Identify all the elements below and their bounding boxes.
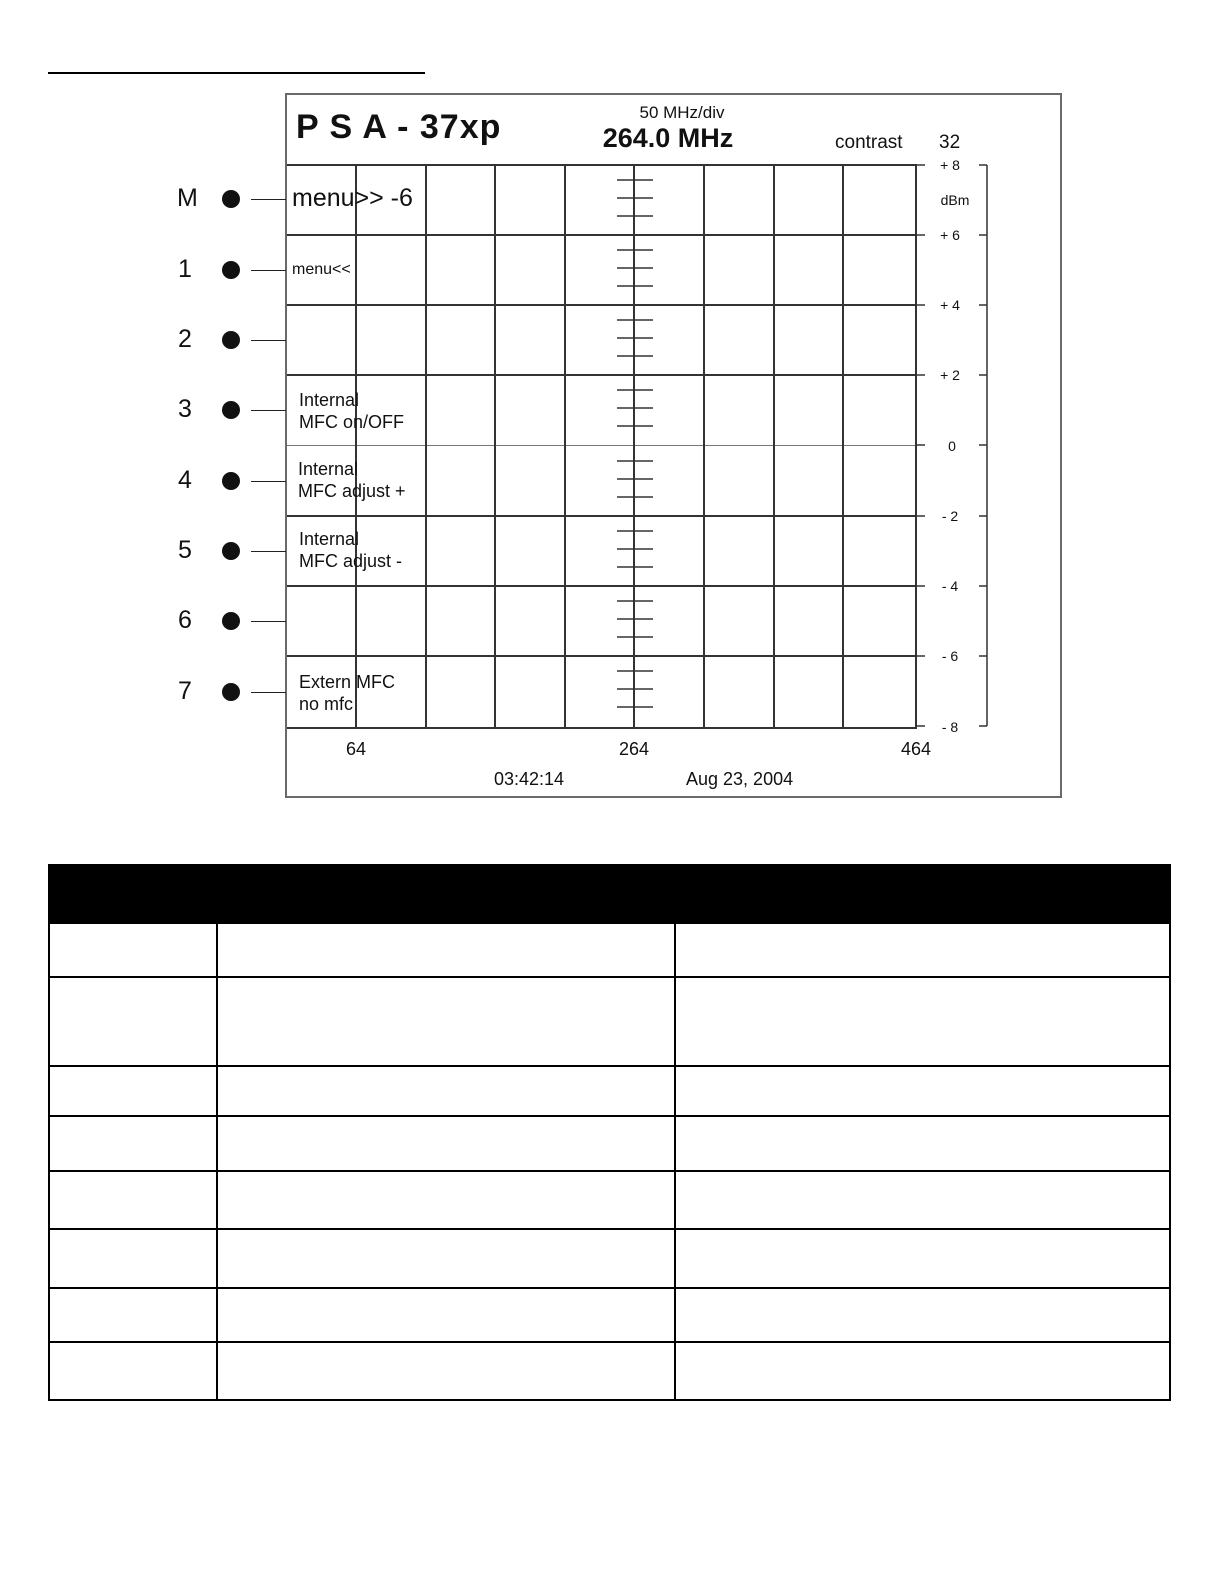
softkey-4-line2: MFC adjust + [298, 481, 406, 501]
grid-v3 [494, 164, 496, 727]
table-cell [217, 1229, 675, 1288]
date: Aug 23, 2004 [686, 769, 794, 789]
lead-line-1 [251, 270, 286, 271]
table-cell [675, 1229, 1170, 1288]
x-tick-center: 264 [618, 739, 650, 759]
grid-h2 [287, 304, 917, 306]
button-6[interactable] [222, 612, 240, 630]
y-tick-zero: 0 [948, 438, 956, 454]
table-header-cell [217, 865, 675, 923]
lead-line-7 [251, 692, 286, 693]
x-tick-start: 64 [345, 739, 367, 759]
button-4[interactable] [222, 472, 240, 490]
grid-v2 [425, 164, 427, 727]
grid-h4 [287, 445, 917, 446]
button-1-label: 1 [178, 255, 192, 283]
softkey-3-line1: Internal [299, 390, 360, 410]
softkey-3-line2: MFC on/OFF [299, 412, 405, 432]
table-row [49, 1171, 1170, 1229]
table-header-cell [675, 865, 1170, 923]
button-row-4 [170, 466, 286, 496]
model-name: P S A - 37xp [296, 108, 502, 146]
button-3[interactable] [222, 401, 240, 419]
softkey-7-line1: Extern MFC [299, 672, 396, 692]
table-cell [217, 977, 675, 1066]
table-cell [675, 1066, 1170, 1116]
button-6-label: 6 [178, 606, 192, 634]
center-frequency: 264.0 MHz [602, 123, 734, 153]
table-cell [49, 1288, 217, 1342]
y-tick-minus2: - 2 [941, 508, 959, 524]
grid-h1 [287, 234, 917, 236]
button-7-label: 7 [178, 677, 192, 705]
table-cell [675, 1171, 1170, 1229]
button-1[interactable] [222, 261, 240, 279]
grid-v7 [773, 164, 775, 727]
button-2[interactable] [222, 331, 240, 349]
grid-bottom [287, 727, 917, 729]
softkey-1-label: menu<< [292, 261, 351, 278]
table-cell [49, 1066, 217, 1116]
button-row-3 [170, 395, 286, 425]
softkey-4-label [298, 458, 406, 502]
table-cell [49, 923, 217, 977]
grid-v6 [703, 164, 705, 727]
grid-h6 [287, 585, 917, 587]
table-cell [49, 1229, 217, 1288]
softkey-5-line2: MFC adjust - [299, 551, 403, 571]
lead-line-3 [251, 410, 286, 411]
softkey-5-label [299, 528, 402, 572]
table-cell [675, 1116, 1170, 1171]
y-tick-plus4: + 4 [940, 297, 960, 313]
scale-per-div: 50 MHz/div [639, 103, 725, 122]
table-row [49, 1288, 1170, 1342]
top-rule [48, 72, 425, 74]
table-cell [217, 1066, 675, 1116]
button-7[interactable] [222, 683, 240, 701]
softkey-m-label: menu>> -6 [292, 184, 413, 212]
y-unit: dBm [940, 192, 970, 208]
table-cell [217, 1288, 675, 1342]
table-cell [217, 1171, 675, 1229]
table-row [49, 1229, 1170, 1288]
y-tick-plus6: + 6 [940, 227, 960, 243]
button-2-label: 2 [178, 325, 192, 353]
softkey-3-label [299, 389, 404, 433]
table-cell [675, 977, 1170, 1066]
grid-v4 [564, 164, 566, 727]
grid-h7 [287, 655, 917, 657]
button-m[interactable] [222, 190, 240, 208]
button-m-label: M [177, 184, 198, 212]
y-tick-minus6: - 6 [941, 648, 959, 664]
grid-h5 [287, 515, 917, 517]
table-header-cell [49, 865, 217, 923]
table-cell [217, 1342, 675, 1400]
button-5[interactable] [222, 542, 240, 560]
grid-h3 [287, 374, 917, 376]
table-cell [675, 923, 1170, 977]
softkey-4-line1: Internal [298, 459, 359, 479]
button-4-label: 4 [178, 466, 192, 494]
lead-line-6 [251, 621, 286, 622]
table-cell [49, 977, 217, 1066]
lead-line-5 [251, 551, 286, 552]
lead-line-m [251, 199, 286, 200]
table-cell [675, 1342, 1170, 1400]
function-table [48, 864, 1171, 1401]
y-tick-minus4: - 4 [941, 578, 959, 594]
table-row [49, 977, 1170, 1066]
grid-v8 [842, 164, 844, 727]
contrast-value: 32 [939, 132, 961, 153]
contrast-label: contrast [835, 132, 903, 153]
button-row-m [170, 184, 286, 214]
lead-line-2 [251, 340, 286, 341]
center-ticks [607, 164, 663, 727]
analyzer-screen [285, 93, 1062, 798]
softkey-7-label [299, 671, 395, 715]
table-row [49, 1066, 1170, 1116]
table-cell [217, 923, 675, 977]
button-row-5 [170, 536, 286, 566]
table-header-row [49, 865, 1170, 923]
table-cell [49, 1342, 217, 1400]
y-tick-plus2: + 2 [940, 367, 960, 383]
y-tick-minus8: - 8 [941, 719, 959, 735]
table-cell [49, 1171, 217, 1229]
grid-top [287, 164, 917, 166]
clock-time: 03:42:14 [494, 769, 565, 789]
x-tick-end: 464 [900, 739, 932, 759]
button-row-1 [170, 255, 286, 285]
button-row-6 [170, 606, 286, 636]
softkey-7-line2: no mfc [299, 694, 354, 714]
table-cell [675, 1288, 1170, 1342]
table-cell [217, 1116, 675, 1171]
button-row-2 [170, 325, 286, 355]
button-row-7 [170, 677, 286, 707]
table-cell [49, 1116, 217, 1171]
grid-v1 [355, 164, 357, 727]
table-row [49, 1116, 1170, 1171]
table-row [49, 1342, 1170, 1400]
button-5-label: 5 [178, 536, 192, 564]
softkey-5-line1: Internal [299, 529, 360, 549]
button-3-label: 3 [178, 395, 192, 423]
table-row [49, 923, 1170, 977]
y-tick-plus8: + 8 [940, 157, 960, 173]
lead-line-4 [251, 481, 286, 482]
